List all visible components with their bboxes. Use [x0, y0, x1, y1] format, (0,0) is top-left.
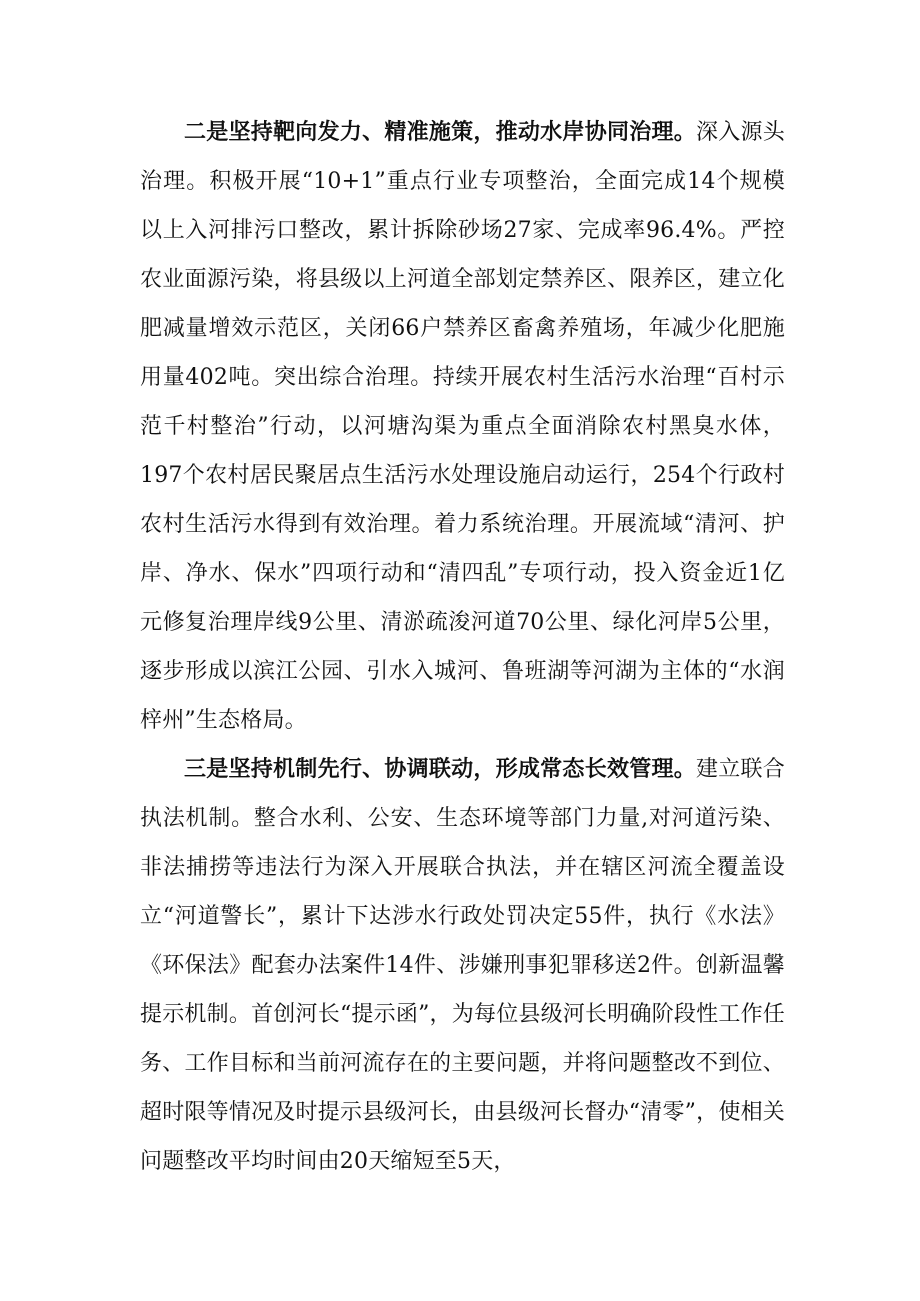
- paragraph-lead-heading: 二是坚持靶向发力、精准施策，推动水岸协同治理。: [184, 120, 696, 145]
- paragraph-lead-heading: 三是坚持机制先行、协调联动，形成常态长效管理。: [184, 757, 696, 782]
- paragraph-body-text: 深入源头治理。积极开展“10+1”重点行业专项整治，全面完成14个规模以上入河排污口整改，累计拆除砂场27家、完成率96.4%。严控农业面源污染，将县级以上河道全部划定禁养区、限养区，建立化肥减量增效示范区，关闭66户禁养区畜禽养殖场，年减少化肥施用量402吨。突出综合治理。持续开展农村生活污水治理“百村示范千村整治”行动，以河塘沟渠为重点全面消除农村黑臭水体，197个农村居民聚居点生活污水处理设施启动运行，254个行政村农村生活污水得到有效治理。着力系统治理。开展流域“清河、护岸、净水、保水”四项行动和“清四乱”专项行动，投入资金近1亿元修复治理岸线9公里、清淤疏浚河道70公里、绿化河岸5公里，逐步形成以滨江公园、引水入城河、鲁班湖等河湖为主体的“水润梓州”生态格局。: [140, 120, 785, 733]
- document-body: [140, 108, 785, 1186]
- paragraph-body-text: 建立联合执法机制。整合水利、公安、生态环境等部门力量,对河道污染、非法捕捞等违法行为深入开展联合执法，并在辖区河流全覆盖设立“河道警长”，累计下达涉水行政处罚决定55件，执行《水法》《环保法》配套办法案件14件、涉嫌刑事犯罪移送2件。创新温馨提示机制。首创河长“提示函”，为每位县级河长明确阶段性工作任务、工作目标和当前河流存在的主要问题，并将问题整改不到位、超时限等情况及时提示县级河长，由县级河长督办“清零”，使相关问题整改平均时间由20天缩短至5天，: [140, 757, 785, 1174]
- paragraph-mechanism-management: [140, 745, 785, 1186]
- paragraph-water-shore-governance: [140, 108, 785, 745]
